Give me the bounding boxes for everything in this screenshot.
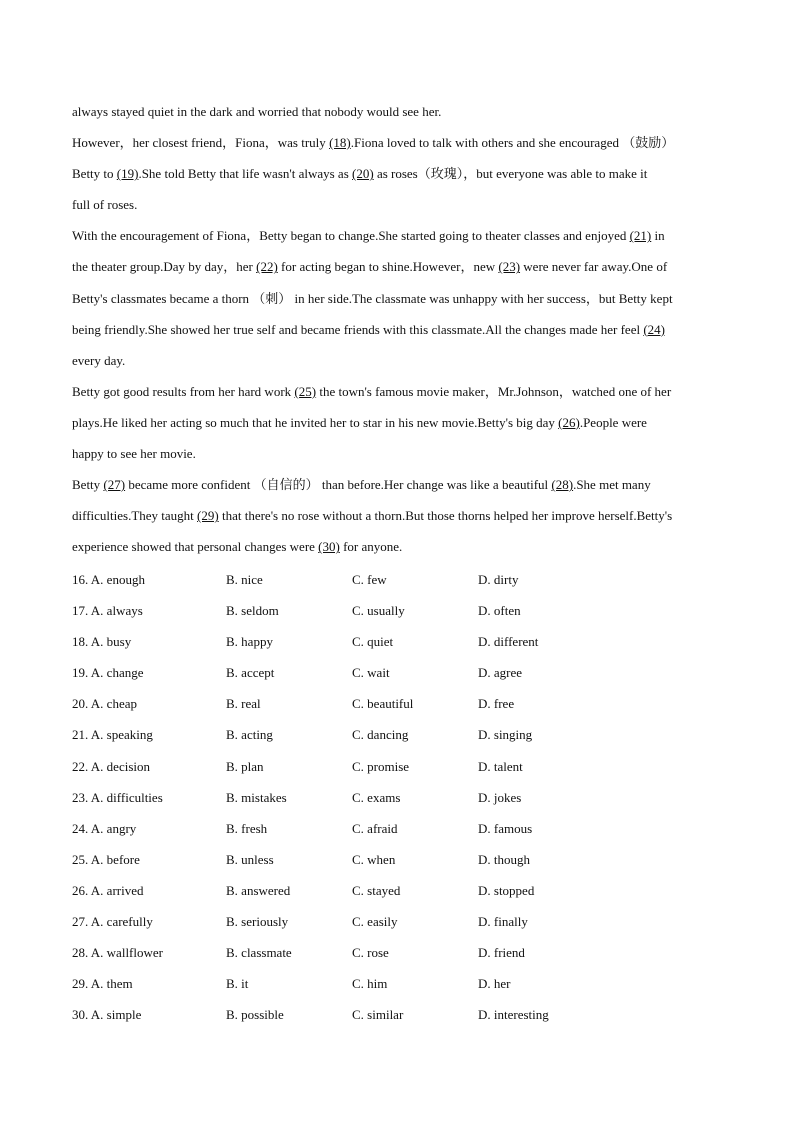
option-b: B. classmate — [226, 945, 292, 961]
passage-line — [72, 257, 722, 288]
question-row — [72, 570, 722, 601]
option-a: 18. A. busy — [72, 634, 132, 650]
passage-text: .She met many — [573, 477, 651, 493]
option-d: D. stopped — [478, 882, 535, 898]
option-c: C. dancing — [352, 727, 409, 743]
passage-text: Betty's classmates became a thorn （刺） in her side.The classmate was unhappy with her success，but Betty kept — [72, 290, 673, 306]
option-a: 30. A. simple — [72, 1007, 142, 1023]
passage-line — [72, 320, 722, 351]
option-a: 22. A. decision — [72, 758, 150, 774]
blank-marker: (30) — [318, 539, 340, 555]
question-row — [72, 912, 722, 943]
option-c: C. few — [352, 572, 387, 587]
option-a: 16. A. enough — [72, 572, 145, 587]
question-row — [72, 757, 722, 788]
option-b: B. mistakes — [226, 789, 287, 805]
option-c: C. wait — [352, 665, 390, 681]
passage-text: for anyone. — [339, 539, 403, 555]
question-row — [72, 725, 722, 756]
option-d: D. friend — [478, 945, 525, 961]
option-b: B. answered — [226, 882, 291, 898]
option-d: D. agree — [478, 665, 523, 681]
option-d: D. free — [478, 696, 515, 712]
question-row — [72, 601, 722, 632]
passage-text: .People were — [579, 414, 647, 430]
option-b: B. unless — [226, 851, 274, 867]
option-b: B. happy — [226, 634, 273, 650]
passage-text: happy to see her movie. — [72, 446, 196, 462]
option-d: D. different — [478, 634, 539, 650]
passage-line — [72, 413, 722, 444]
option-a: 29. A. them — [72, 976, 133, 992]
blank-marker: (21) — [629, 228, 652, 244]
passage-text: .She told Betty that life wasn't always as — [138, 166, 353, 182]
option-a: 26. A. arrived — [72, 882, 144, 898]
option-d: D. finally — [478, 914, 528, 930]
passage-line — [72, 444, 722, 475]
option-d: D. talent — [478, 758, 523, 774]
question-row — [72, 1005, 722, 1036]
passage-line — [72, 537, 722, 568]
passage-text: being friendly.She showed her true self and became friends with this classmate.All the changes made her feel — [72, 321, 644, 337]
passage-text: However，her closest friend，Fiona，was truly — [72, 135, 330, 151]
blank-marker: (22) — [256, 259, 278, 275]
passage-text: for acting began to shine.However，new — [277, 259, 499, 275]
passage-line — [72, 475, 722, 506]
option-b: B. accept — [226, 665, 275, 681]
option-b: B. nice — [226, 572, 263, 587]
passage-text: in — [651, 228, 665, 244]
passage-text: always stayed quiet in the dark and worried that nobody would see her. — [72, 104, 442, 119]
passage-line — [72, 351, 722, 382]
option-d: D. dirty — [478, 572, 519, 587]
passage-line — [72, 164, 722, 195]
option-b: B. fresh — [226, 820, 268, 836]
option-c: C. similar — [352, 1007, 404, 1023]
option-c: C. promise — [352, 758, 410, 774]
question-row — [72, 632, 722, 663]
blank-marker: (23) — [498, 259, 521, 275]
option-a: 20. A. cheap — [72, 696, 137, 712]
passage-text: .Fiona loved to talk with others and she encouraged （鼓励） — [350, 135, 675, 151]
option-c: C. when — [352, 851, 396, 867]
passage-text: full of roses. — [72, 197, 138, 213]
option-d: D. jokes — [478, 789, 522, 805]
answer-options — [72, 570, 722, 1036]
question-row — [72, 663, 722, 694]
passage-text: became more confident （自信的） than before.Her change was like a beautiful — [125, 477, 552, 493]
passage-line — [72, 226, 722, 257]
passage-line — [72, 506, 722, 537]
option-c: C. easily — [352, 914, 398, 930]
option-c: C. usually — [352, 603, 405, 619]
option-d: D. interesting — [478, 1007, 549, 1023]
option-d: D. singing — [478, 727, 533, 743]
option-a: 28. A. wallflower — [72, 945, 163, 961]
passage-text: difficulties.They taught — [72, 508, 198, 524]
option-b: B. possible — [226, 1007, 284, 1023]
passage-line — [72, 102, 722, 133]
blank-marker: (28) — [551, 477, 574, 493]
question-row — [72, 850, 722, 881]
option-a: 19. A. change — [72, 665, 144, 681]
passage-line — [72, 289, 722, 320]
option-c: C. rose — [352, 945, 389, 961]
option-d: D. though — [478, 851, 530, 867]
option-c: C. beautiful — [352, 696, 414, 712]
question-row — [72, 943, 722, 974]
blank-marker: (18) — [329, 135, 351, 151]
option-a: 27. A. carefully — [72, 914, 153, 930]
passage-text: the theater group.Day by day，her — [72, 259, 257, 275]
passage-text: plays.He liked her acting so much that he invited her to star in his new movie.Betty's big day — [72, 414, 559, 430]
passage-text: Betty — [72, 477, 104, 493]
question-row — [72, 788, 722, 819]
option-c: C. exams — [352, 789, 401, 805]
passage-text: that there's no rose without a thorn.But those thorns helped her improve herself.Betty's — [218, 508, 673, 524]
blank-marker: (26) — [558, 414, 580, 430]
cloze-passage — [72, 102, 722, 568]
question-row — [72, 974, 722, 1005]
option-a: 24. A. angry — [72, 820, 137, 836]
option-d: D. often — [478, 603, 521, 619]
option-b: B. seriously — [226, 914, 289, 930]
option-d: D. famous — [478, 820, 533, 836]
option-a: 17. A. always — [72, 603, 143, 619]
passage-text: Betty got good results from her hard work — [72, 383, 295, 399]
blank-marker: (27) — [103, 477, 126, 493]
option-c: C. afraid — [352, 820, 398, 836]
passage-text: as roses（玫瑰），but everyone was able to make it — [373, 166, 648, 182]
option-b: B. real — [226, 696, 261, 712]
option-c: C. him — [352, 976, 388, 992]
blank-marker: (24) — [643, 321, 665, 337]
option-c: C. stayed — [352, 882, 401, 898]
question-row — [72, 694, 722, 725]
option-a: 21. A. speaking — [72, 727, 153, 743]
passage-text: were never far away.One of — [520, 259, 668, 275]
option-c: C. quiet — [352, 634, 394, 650]
passage-text: With the encouragement of Fiona，Betty began to change.She started going to theater classes and enjoyed — [72, 228, 630, 244]
passage-text: experience showed that personal changes were — [72, 539, 319, 555]
option-b: B. it — [226, 976, 249, 992]
passage-line — [72, 195, 722, 226]
question-row — [72, 881, 722, 912]
passage-line — [72, 133, 722, 164]
question-row — [72, 819, 722, 850]
option-a: 25. A. before — [72, 851, 140, 867]
option-a: 23. A. difficulties — [72, 789, 163, 805]
blank-marker: (20) — [352, 166, 374, 182]
passage-text: Betty to — [72, 166, 117, 182]
blank-marker: (25) — [294, 383, 317, 399]
passage-line — [72, 382, 722, 413]
passage-text: the town's famous movie maker，Mr.Johnson，watched one of her — [316, 383, 672, 399]
passage-text: every day. — [72, 352, 126, 368]
option-b: B. seldom — [226, 603, 279, 619]
blank-marker: (29) — [197, 508, 219, 524]
option-d: D. her — [478, 976, 511, 992]
option-b: B. plan — [226, 758, 264, 774]
option-b: B. acting — [226, 727, 273, 743]
blank-marker: (19) — [116, 166, 139, 182]
